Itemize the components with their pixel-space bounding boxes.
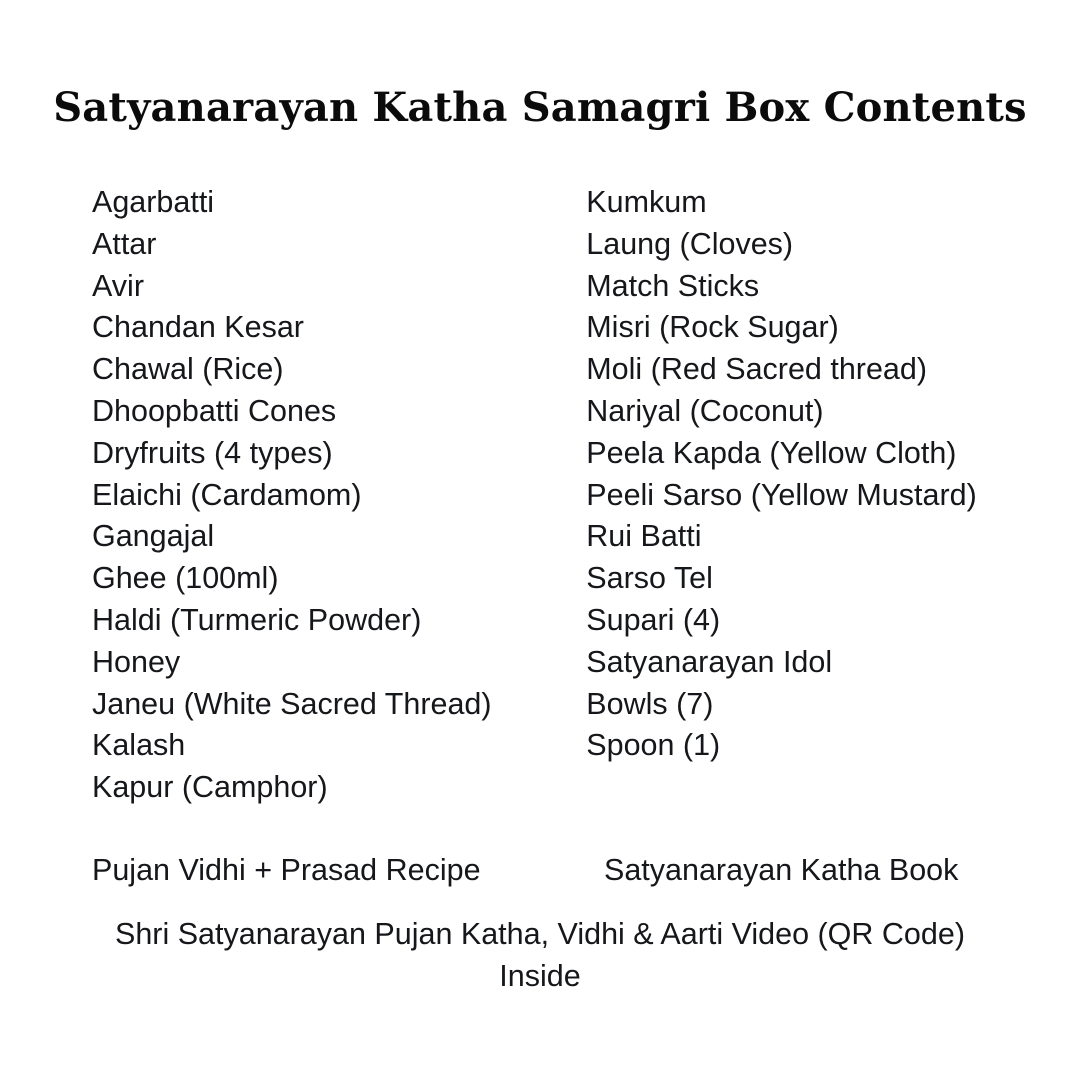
contents-column-right <box>586 182 1040 809</box>
list-item: Satyanarayan Idol <box>586 644 833 679</box>
list-item: Spoon (1) <box>586 728 721 763</box>
list-item: Dhoopbatti Cones <box>92 393 337 428</box>
list-item: Supari (4) <box>586 602 721 637</box>
list-item: Haldi (Turmeric Powder) <box>92 602 422 637</box>
list-item: Attar <box>92 226 157 261</box>
list-item: Laung (Cloves) <box>586 226 794 261</box>
list-item: Dryfruits (4 types) <box>92 435 333 470</box>
list-item: Ghee (100ml) <box>92 561 279 596</box>
list-item: Janeu (White Sacred Thread) <box>92 686 492 721</box>
list-item: Peela Kapda (Yellow Cloth) <box>586 435 957 470</box>
list-item: Agarbatti <box>92 185 215 219</box>
list-item: Moli (Red Sacred thread) <box>586 352 927 387</box>
list-item: Gangajal <box>92 519 215 554</box>
bottom-note: Shri Satyanarayan Pujan Katha, Vidhi & Aarti Video (QR Code) Inside <box>115 916 965 993</box>
list-item: Kumkum <box>586 185 707 219</box>
list-item: Avir <box>92 268 144 303</box>
list-item: Elaichi (Cardamom) <box>92 477 362 512</box>
list-item: Peeli Sarso (Yellow Mustard) <box>586 477 977 512</box>
list-item: Bowls (7) <box>586 686 714 721</box>
list-item: Nariyal (Coconut) <box>586 393 824 428</box>
footer-item-pujan-vidhi: Pujan Vidhi + Prasad Recipe <box>92 852 481 887</box>
list-item: Chandan Kesar <box>92 310 304 345</box>
list-item: Kalash <box>92 728 186 763</box>
page-title: Satyanarayan Katha Samagri Box Contents <box>53 84 1027 131</box>
list-item: Match Sticks <box>586 268 760 303</box>
footer-row <box>0 850 1080 892</box>
list-item: Sarso Tel <box>586 561 713 596</box>
list-item: Kapur (Camphor) <box>92 770 328 805</box>
list-item: Honey <box>92 644 181 679</box>
footer-item-katha-book: Satyanarayan Katha Book <box>604 852 959 887</box>
contents-columns <box>0 182 1080 809</box>
list-item: Misri (Rock Sugar) <box>586 310 839 345</box>
contents-column-left <box>92 182 586 809</box>
list-item: Rui Batti <box>586 519 702 554</box>
list-item: Chawal (Rice) <box>92 352 284 387</box>
